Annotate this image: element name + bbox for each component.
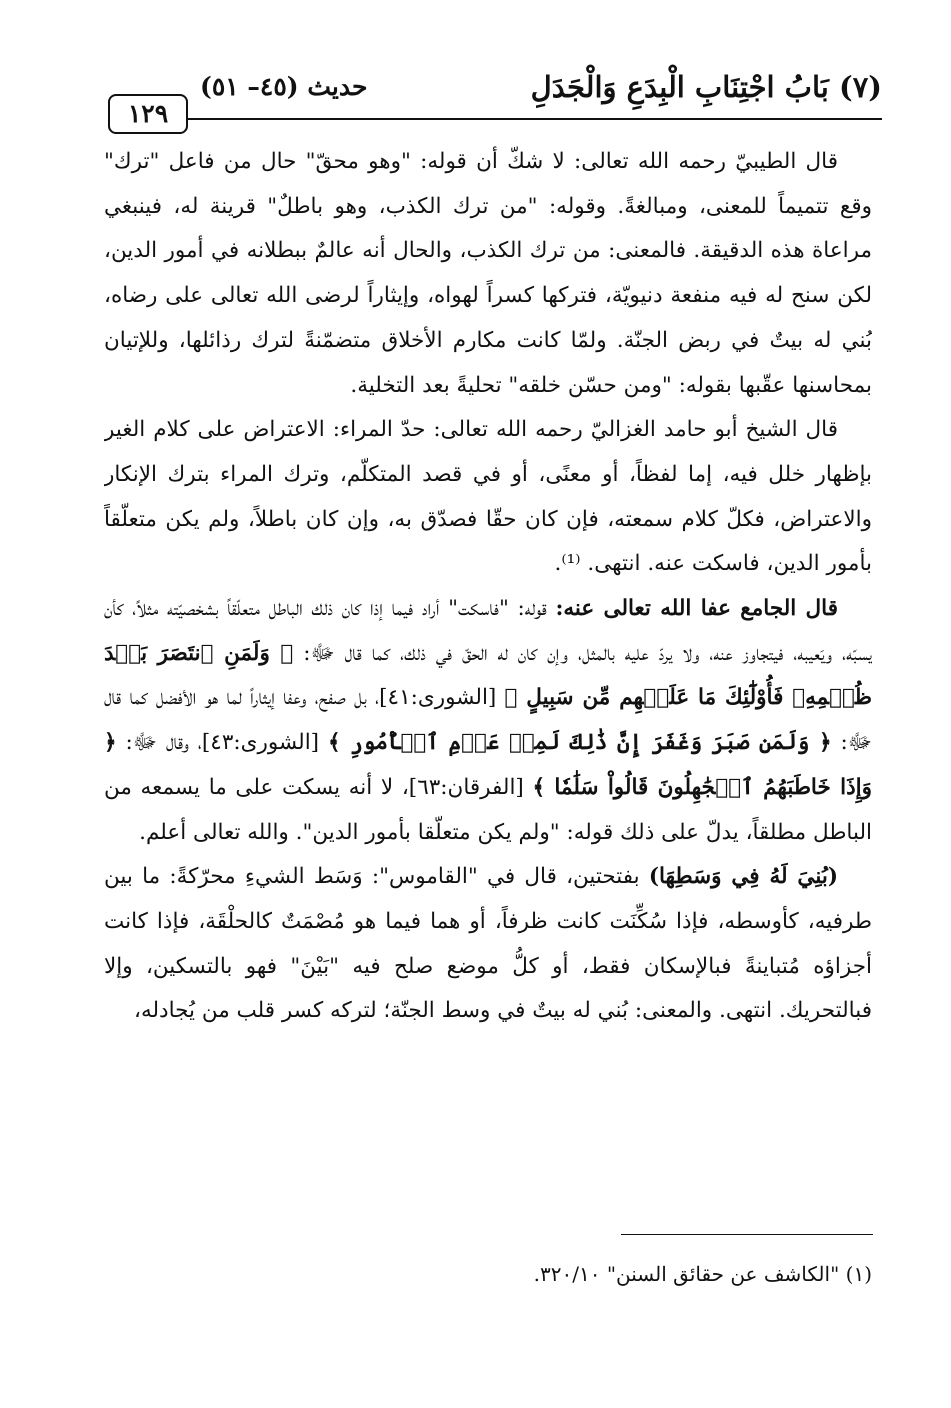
text-span: [الفرقان:٦٣]، لا أنه يسكت على ما يسمعه من الباطل مطلقاً، يدلّ على ذلك قوله: "ولم يكن متعلّقا بأمور الدين". والله تعالى أعلم. xyxy=(104,774,872,845)
header-rule xyxy=(184,118,882,120)
main-text xyxy=(104,140,872,1220)
hadith-quote: (بُنِيَ لَهُ فِي وَسَطِهَا) xyxy=(648,864,838,890)
quran-verse: ﴿ وَإِذَا خَاطَبَهُمُ ٱلۡجَٰهِلُونَ قَالُواْ سَلَٰمٗا ﴾ xyxy=(104,730,872,800)
paragraph-tibi: قال الطيبيّ رحمه الله تعالى: لا شكّ أن قوله: "وهو محقّ" حال من فاعل "ترك" وقع تتميماً للمعنى، ومبالغةً. وقوله: "من ترك الكذب، وهو باطلٌ" قرينة له، فينبغي مراعاة هذه الدقيقة. فالمعنى: من ترك الكذب، والحال أنه عالمٌ ببطلانه في أمور الدين، لكن سنح له فيه منفعة دنيويّة، فتركها كسراً لهواه، وإيثاراً لرضى الله تعالى على رضاه، بُني له بيتٌ في ربض الجنّة. ولمّا كانت مكارم الأخلاق متضمّنةً لترك رذائلها، وللإتيان بمحاسنها عقّبها بقوله: "ومن حسّن خلقه" تحليةً بعد التخلية. xyxy=(104,149,872,398)
paragraph-jami xyxy=(104,587,872,855)
quran-verse: ﴿ وَلَمَن صَبَرَ وَغَفَرَ إِنَّ ذَٰلِكَ لَمِنۡ عَزۡمِ ٱلۡأُمُورِ ﴾ xyxy=(327,730,832,756)
text-span: قوله: "فاسكت" أراد فيما إذا كان ذلك الباطل متعلّقاً بشخصيّته مثلاً، كأن يسبّه، ويَعيبه، فيتجاوز عنه، ولا يردّ عليه بالمثل، وإن كان له الحقّ في ذلك، كما قال ﷻ: xyxy=(104,596,872,666)
page-number: ١٢٩ xyxy=(108,94,188,134)
text-span: [الشورى:٤١]، بل صفح، وعفا إيثاراً لما هو الأفضل كما قال ﷻ: xyxy=(104,685,872,756)
hadith-range: حديث (٤٥– ٥١) xyxy=(200,72,368,101)
quran-verse: ﴿ وَلَمَنِ ٱنتَصَرَ بَعۡدَ ظُلۡمِهِۦ فَأُوْلَٰٓئِكَ مَا عَلَيۡهِم مِّن سَبِيلٍ ﴾ xyxy=(104,640,872,711)
footnote: (١) "الكاشف عن حقائق السنن" ٣٢٠/١٠. xyxy=(533,1262,872,1286)
text-span: بفتحتين، قال في "القاموس": وَسَط الشيءِ محرّكةً: ما بين طرفيه، كأوسطه، فإذا سُكِّنَت كانت ظرفاً، أو هما فيما هو مُصْمَتٌ كالحلْقَة، فإذا كانت أجزاؤه مُتباينةً فبالإسكان فقط، أو كلُّ موضع صلح فيه "بَيْنَ" فهو بالتسكين، وإلا فبالتحريك. انتهى. والمعنى: بُني له بيتٌ في وسط الجنّة؛ لتركه كسر قلب من يُجادله، xyxy=(104,864,872,1024)
paragraph-wasat xyxy=(104,855,872,1034)
page-header xyxy=(100,64,882,134)
footnote-separator xyxy=(621,1234,873,1235)
chapter-title: (٧) بَابُ اجْتِنَابِ الْبِدَعِ وَالْجَدَلِ xyxy=(530,70,882,104)
paragraph-lead: قال الجامع عفا الله تعالى عنه: xyxy=(555,596,838,622)
text-span: [الشورى:٤٣]، وقال ﷻ: xyxy=(116,730,328,756)
paragraph-ghazali: قال الشيخ أبو حامد الغزاليّ رحمه الله تعالى: حدّ المراء: الاعتراض على كلام الغير بإظهار خلل فيه، إما لفظاً، أو معنًى، أو في قصد المتكلّم، وترك المراء بترك الإنكار والاعتراض، فكلّ كلام سمعته، فإن كان حقّا فصدّق به، وإن كان باطلاً، ولم يكن متعلّقاً بأمور الدين، فاسكت عنه. انتهى. ⁽¹⁾. xyxy=(104,417,872,577)
